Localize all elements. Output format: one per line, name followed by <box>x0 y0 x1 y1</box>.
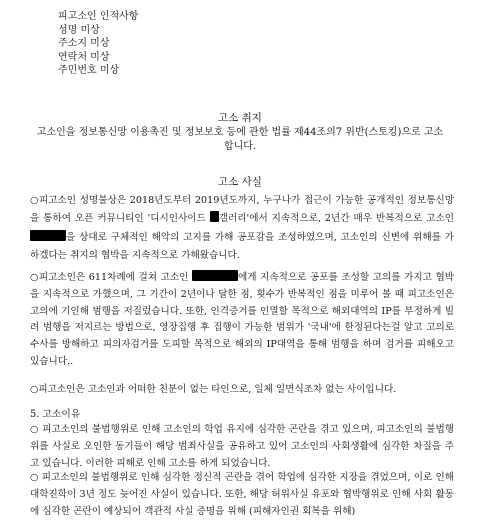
redaction-bar <box>30 230 66 241</box>
reasons-paragraph-1: ○ 피고소인의 불법행위로 인해 고소인의 학업 유지에 심각한 곤란을 겪고 있으며, 피고소인의 불법행위를 사실로 오인한 동기들이 해당 범죄사실을 공유하고 있어 고소인의 사회생활에 심각한 차질을 주고 있습니다. 이러한 피해로 인해 고소를 하게 되었습니다. <box>30 424 454 469</box>
facts-paragraph-2 <box>30 270 454 371</box>
purpose-line-1: 고소인을 정보통신망 이용촉진 및 정보보호 등에 관한 법률 제44조의7 위반(스토킹)으로 고소 <box>36 127 444 138</box>
facts-heading: 고소 사실 <box>218 176 262 188</box>
accused-id-number-field: 주민번호 미상 <box>58 65 120 76</box>
facts-paragraph-1 <box>30 192 454 265</box>
accused-info-title: 피고소인 인적사항 <box>58 11 139 22</box>
accused-info <box>58 10 138 78</box>
facts-p1-text-c: 을 상대로 구체적인 해악의 고지를 가해 공포감을 조성하였으며, 고소인의 신변에 위해를 가하겠다는 취지의 협박을 지속적으로 가해왔습니다. <box>30 231 454 261</box>
facts-p2-text-b: 에게 지속적으로 공포를 조성할 고의를 가지고 협박을 지속적으로 가했으며, 그 기간이 2년이나 달한 점, 횟수가 반복적인 점을 미루어 볼 때 피고소인은 고의에 기인해 범행을 저질렀습니다. 또한, 인격증거를 인멸할 목적으로 해외대역의 IP를 부정하게 빌려 범행을 저지르는 방법으로, 영장집행 후 집행이 가능한 범위가 '국내'에 한정된다는걸 알고 고의로 수사를 방해하고 피의자검거를 도피할 목적으로 해외의 IP대역을 통해 범행을 하며 검거를 피해오고 있습니다.. <box>30 272 455 367</box>
purpose-statement <box>30 126 450 154</box>
accused-contact-field: 연락처 미상 <box>58 51 110 63</box>
facts-p2-text-a: ○피고소인은 611차례에 걸쳐 고소인 <box>30 272 192 283</box>
facts-paragraph-3: ○피고소인은 고소인과 어떠한 친분이 없는 타인으로, 일체 일면식조차 없는 사이입니다. <box>30 384 397 395</box>
reasons-paragraph-2: ○ 피고소인의 불법행위로 인해 심각한 정신적 곤란을 겪어 학업에 심각한 지장을 겪었으며, 이로 인해 대학진학이 3년 정도 늦어진 사실이 있습니다. 또한, 해당 허위사실 유포와 협박행위로 인해 사회 활동에 심각한 곤란이 예상되어 객관적 사실 증명을 위해 (피해자인권 회복을 위해) <box>30 472 454 517</box>
redaction-bar <box>210 211 219 222</box>
purpose-line-2: 합니다. <box>223 141 257 152</box>
purpose-heading: 고소 취지 <box>218 112 262 124</box>
redaction-bar <box>192 270 238 281</box>
accused-address-field: 주소지 미상 <box>58 38 110 49</box>
facts-p1-text-a: ○피고소인 성명불상은 2018년도부터 2019년도까지, 누구나가 접근이 가능한 공개적인 정보통신망을 통하여 오픈 커뮤니티인 '디시인사이드 <box>30 195 454 225</box>
accused-name-field: 성명 미상 <box>58 24 100 36</box>
reasons-heading: 5. 고소이유 <box>30 409 81 420</box>
facts-p1-text-b: 갤러리'에서 지속적으로, 2년간 매우 반복적으로 고소인 <box>218 213 454 225</box>
